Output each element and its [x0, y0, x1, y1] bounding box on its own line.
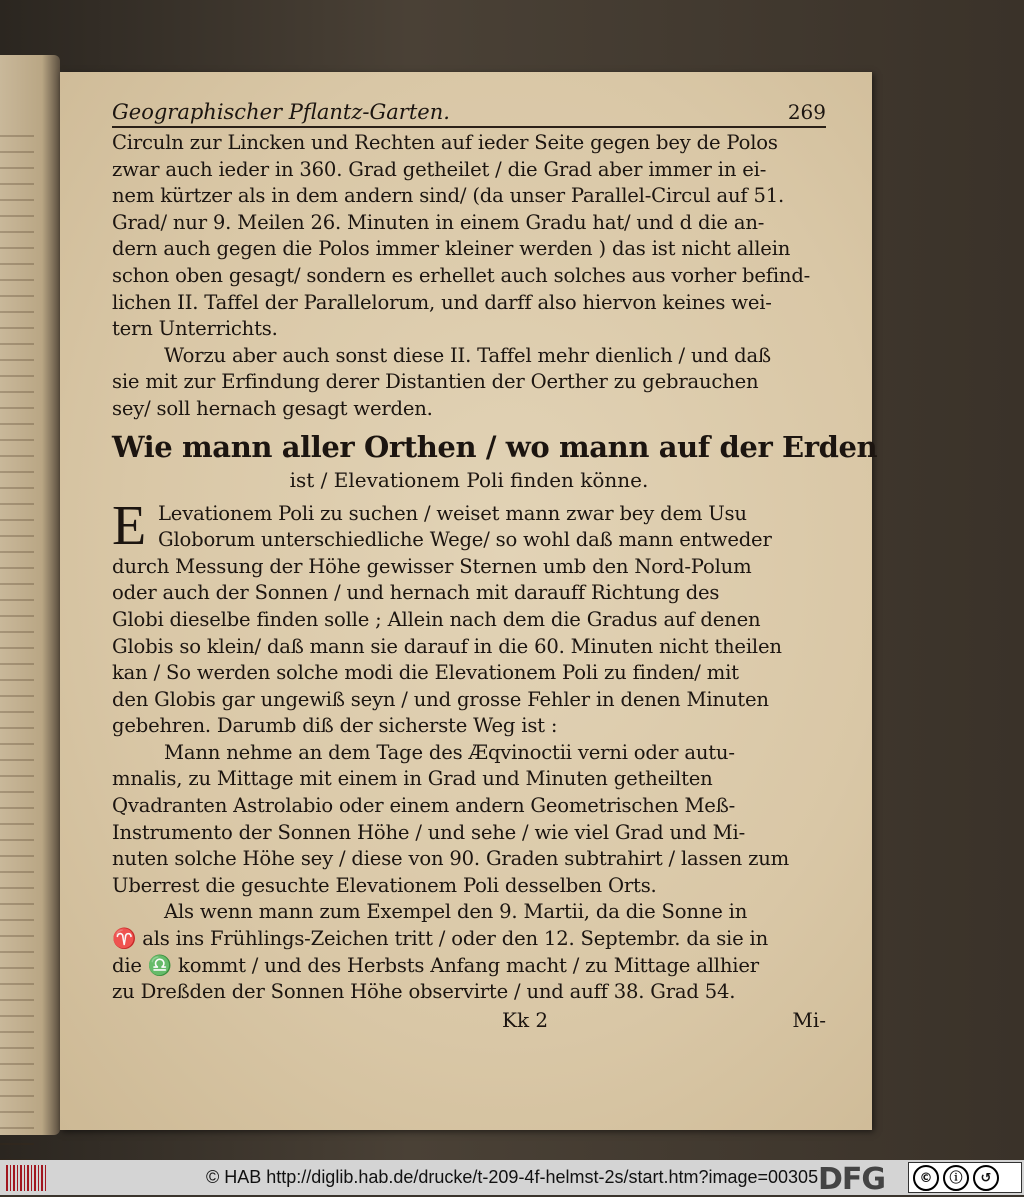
text-line: die ♎ kommt / und des Herbsts Anfang macht / zu Mittage allhier: [112, 953, 759, 977]
paragraph-1: [112, 130, 826, 343]
by-icon: ⓘ: [943, 1165, 969, 1191]
text-line: Qvadranten Astrolabio oder einem andern Geometrischen Meß-: [112, 794, 736, 818]
credit-link[interactable]: © HAB http://diglib.hab.de/drucke/t-209-4f-helmst-2s/start.htm?image=00305: [206, 1167, 819, 1187]
cc-icon: ©: [913, 1165, 939, 1191]
text-line: Worzu aber auch sonst diese II. Taffel mehr dienlich / und daß: [164, 343, 771, 367]
running-title: Geographischer Pflantz-Garten.: [112, 100, 450, 124]
text-line: Als wenn mann zum Exempel den 9. Martii, da die Sonne in: [164, 900, 748, 924]
text-line: sey/ soll hernach gesagt werden.: [112, 396, 433, 420]
page-text-bleed: [0, 135, 34, 1175]
text-line: Mann nehme an dem Tage des Æqvinoctii verni oder autu-: [164, 740, 735, 764]
viewer-credit-bar: [0, 1160, 1024, 1195]
previous-page-edge: [0, 55, 60, 1135]
dfg-logo: DFG: [818, 1162, 886, 1197]
section-heading-line-2: ist / Elevationem Poli finden könne.: [289, 467, 649, 492]
text-line: sie mit zur Erfindung derer Distantien der Oerther zu gebrauchen: [112, 370, 759, 394]
page-text-block: [112, 100, 878, 1032]
text-line: Globorum unterschiedliche Wege/ so wohl daß mann entweder: [158, 528, 772, 552]
text-line: zu Dreßden der Sonnen Höhe observirte / und auff 38. Grad 54.: [112, 980, 736, 1004]
text-line: Instrumento der Sonnen Höhe / und sehe / wie viel Grad und Mi-: [112, 820, 746, 844]
section-heading: [112, 427, 878, 493]
text-line: kan / So werden solche modi die Elevationem Poli zu finden/ mit: [112, 661, 739, 685]
text-line: Globi dieselbe finden solle ; Allein nach dem die Gradus auf denen: [112, 607, 761, 631]
cc-license-badge[interactable]: [908, 1162, 1022, 1193]
paragraph-3: [112, 494, 826, 740]
text-line: nem kürtzer als in dem andern sind/ (da unser Parallel-Circul auf 51.: [112, 184, 785, 208]
drop-cap: E: [112, 494, 147, 557]
text-line: mnalis, zu Mittage mit einem in Grad und Minuten getheilten: [112, 767, 713, 791]
text-line: nuten solche Höhe sey / diese von 90. Graden subtrahirt / lassen zum: [112, 847, 790, 871]
text-line: Circuln zur Lincken und Rechten auf ieder Seite gegen bey de Polos: [112, 131, 778, 154]
text-line: schon oben gesagt/ sondern es erhellet auch solches aus vorher befind-: [112, 263, 811, 287]
text-line: oder auch der Sonnen / und hernach mit darauff Richtung des: [112, 581, 720, 605]
text-line: lichen II. Taffel der Parallelorum, und darff also hiervon keines wei-: [112, 290, 772, 314]
text-line: ♈ als ins Frühlings-Zeichen tritt / oder den 12. Septembr. da sie in: [112, 927, 769, 951]
text-line: gebehren. Darumb diß der sicherste Weg ist :: [112, 714, 558, 738]
text-line: dern auch gegen die Polos immer kleiner werden ) das ist nicht allein: [112, 237, 791, 261]
text-line: durch Messung der Höhe gewisser Sternen umb den Nord-Polum: [112, 554, 752, 578]
text-line: Globis so klein/ daß mann sie darauf in die 60. Minuten nicht theilen: [112, 634, 782, 658]
text-line: Grad/ nur 9. Meilen 26. Minuten in einem Gradu hat/ und d die an-: [112, 210, 765, 234]
text-line: zwar auch ieder in 360. Grad getheilet / die Grad aber immer in ei-: [112, 157, 767, 181]
book-page: [60, 72, 878, 1130]
page-footer: [112, 1008, 826, 1032]
section-heading-line-1: Wie mann aller Orthen / wo mann auf der Erden: [112, 429, 878, 464]
text-line: Uberrest die gesuchte Elevationem Poli desselben Orts.: [112, 873, 657, 897]
page-number: 269: [787, 100, 826, 124]
paragraph-4: [112, 740, 826, 900]
text-line: tern Unterrichts.: [112, 317, 278, 341]
paragraph-2: [112, 343, 826, 423]
sa-icon: ↺: [973, 1165, 999, 1191]
signature-mark: Kk 2: [502, 1007, 549, 1032]
paragraph-5: [112, 899, 826, 1005]
running-head: [112, 100, 826, 128]
text-line: den Globis gar ungewiß seyn / und grosse Fehler in denen Minuten: [112, 687, 769, 711]
hab-logo-icon: [6, 1165, 46, 1191]
text-line: Levationem Poli zu suchen / weiset mann zwar bey dem Usu: [158, 501, 747, 525]
catchword: Mi-: [792, 1007, 826, 1032]
